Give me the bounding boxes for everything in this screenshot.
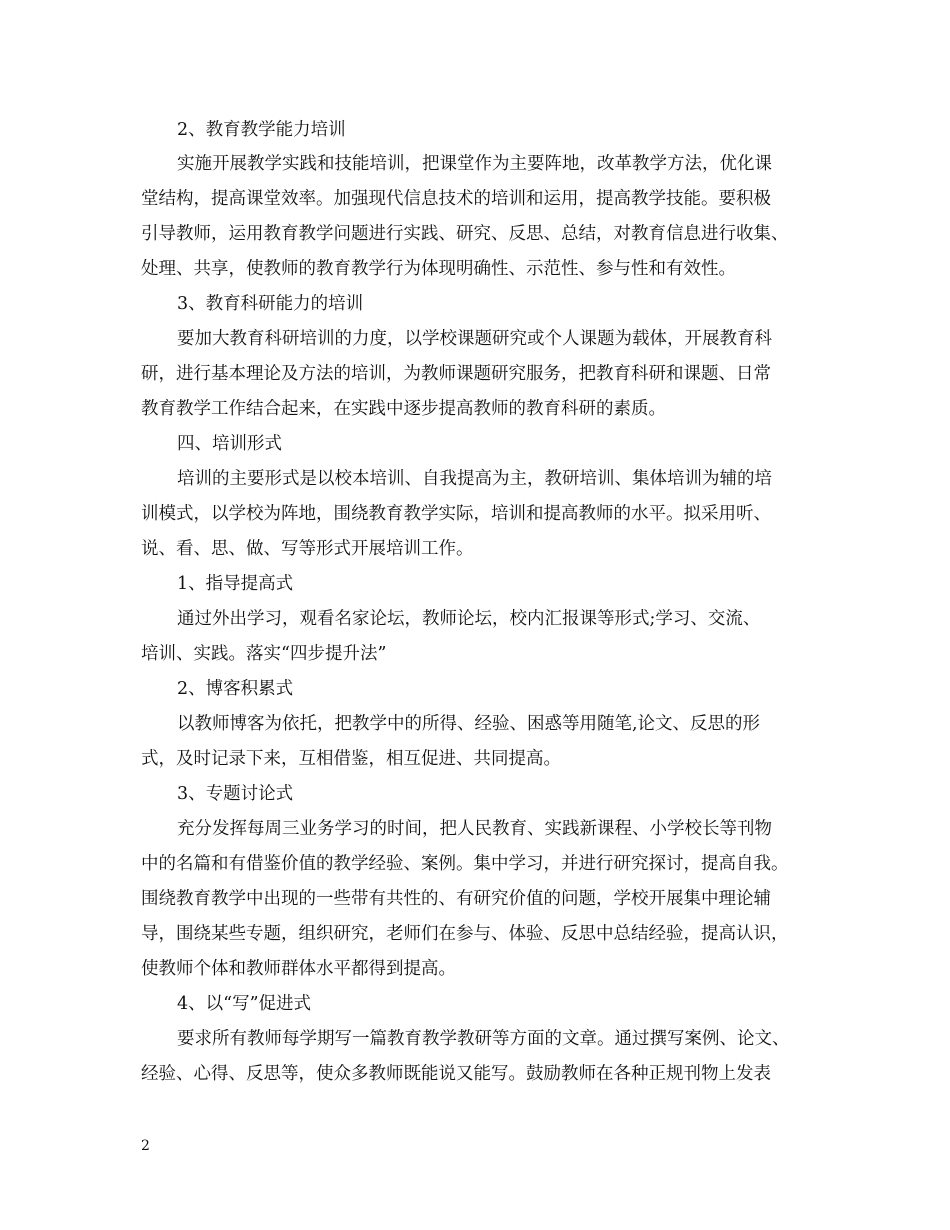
paragraph-line: 要加大教育科研培训的力度，以学校课题研究或个人课题为载体，开展教育科 xyxy=(177,329,772,349)
paragraph-line: 通过外出学习，观看名家论坛，教师论坛，校内汇报课等形式;学习、交流、 xyxy=(177,609,761,629)
subsection-heading-4: 4、以“写”促进式 xyxy=(177,994,312,1014)
paragraph-line: 中的名篇和有借鉴价值的教学经验、案例。集中学习，并进行研究探讨，提高自我。 xyxy=(141,854,789,874)
paragraph-line: 培训的主要形式是以校本培训、自我提高为主，教研培训、集体培训为辅的培 xyxy=(177,469,772,489)
paragraph-line: 使教师个体和教师群体水平都得到提高。 xyxy=(141,959,456,979)
section-heading-training-form: 四、培训形式 xyxy=(177,434,282,454)
paragraph-line: 经验、心得、反思等，使众多教师既能说又能写。鼓励教师在各种正规刊物上发表 xyxy=(141,1064,771,1084)
paragraph-line: 处理、共享，使教师的教育教学行为体现明确性、示范性、参与性和有效性。 xyxy=(141,259,736,279)
paragraph-line: 实施开展教学实践和技能培训，把课堂作为主要阵地，改革教学方法，优化课 xyxy=(177,154,772,174)
paragraph-line: 导，围绕某些专题，组织研究，老师们在参与、体验、反思中总结经验，提高认识， xyxy=(141,924,789,944)
paragraph-line: 训模式，以学校为阵地，围绕教育教学实际，培训和提高教师的水平。拟采用听、 xyxy=(141,504,771,524)
paragraph-line: 要求所有教师每学期写一篇教育教学教研等方面的文章。通过撰写案例、论文、 xyxy=(177,1029,790,1049)
subsection-heading-2: 2、博客积累式 xyxy=(177,679,294,699)
section-heading-2: 2、教育教学能力培训 xyxy=(177,120,346,140)
paragraph-line: 围绕教育教学中出现的一些带有共性的、有研究价值的问题，学校开展集中理论辅 xyxy=(141,889,771,909)
paragraph-line: 培训、实践。落实“四步提升法” xyxy=(141,644,387,664)
page-number: 2 xyxy=(141,1138,150,1154)
paragraph-line: 研，进行基本理论及方法的培训，为教师课题研究服务，把教育科研和课题、日常 xyxy=(141,364,771,384)
paragraph-line: 式，及时记录下来，互相借鉴，相互促进、共同提高。 xyxy=(141,749,561,769)
paragraph-line: 充分发挥每周三业务学习的时间，把人民教育、实践新课程、小学校长等刊物 xyxy=(177,819,772,839)
paragraph-line: 堂结构，提高课堂效率。加强现代信息技术的培训和运用，提高教学技能。要积极 xyxy=(141,189,771,209)
paragraph-line: 教育教学工作结合起来，在实践中逐步提高教师的教育科研的素质。 xyxy=(141,399,666,419)
paragraph-line: 说、看、思、做、写等形式开展培训工作。 xyxy=(141,539,474,559)
subsection-heading-3: 3、专题讨论式 xyxy=(177,784,294,804)
paragraph-line: 以教师博客为依托，把教学中的所得、经验、困惑等用随笔,论文、反思的形 xyxy=(177,714,761,734)
section-heading-3: 3、教育科研能力的培训 xyxy=(177,294,364,314)
subsection-heading-1: 1、指导提高式 xyxy=(177,574,294,594)
paragraph-line: 引导教师，运用教育教学问题进行实践、研究、反思、总结，对教育信息进行收集、 xyxy=(141,224,789,244)
